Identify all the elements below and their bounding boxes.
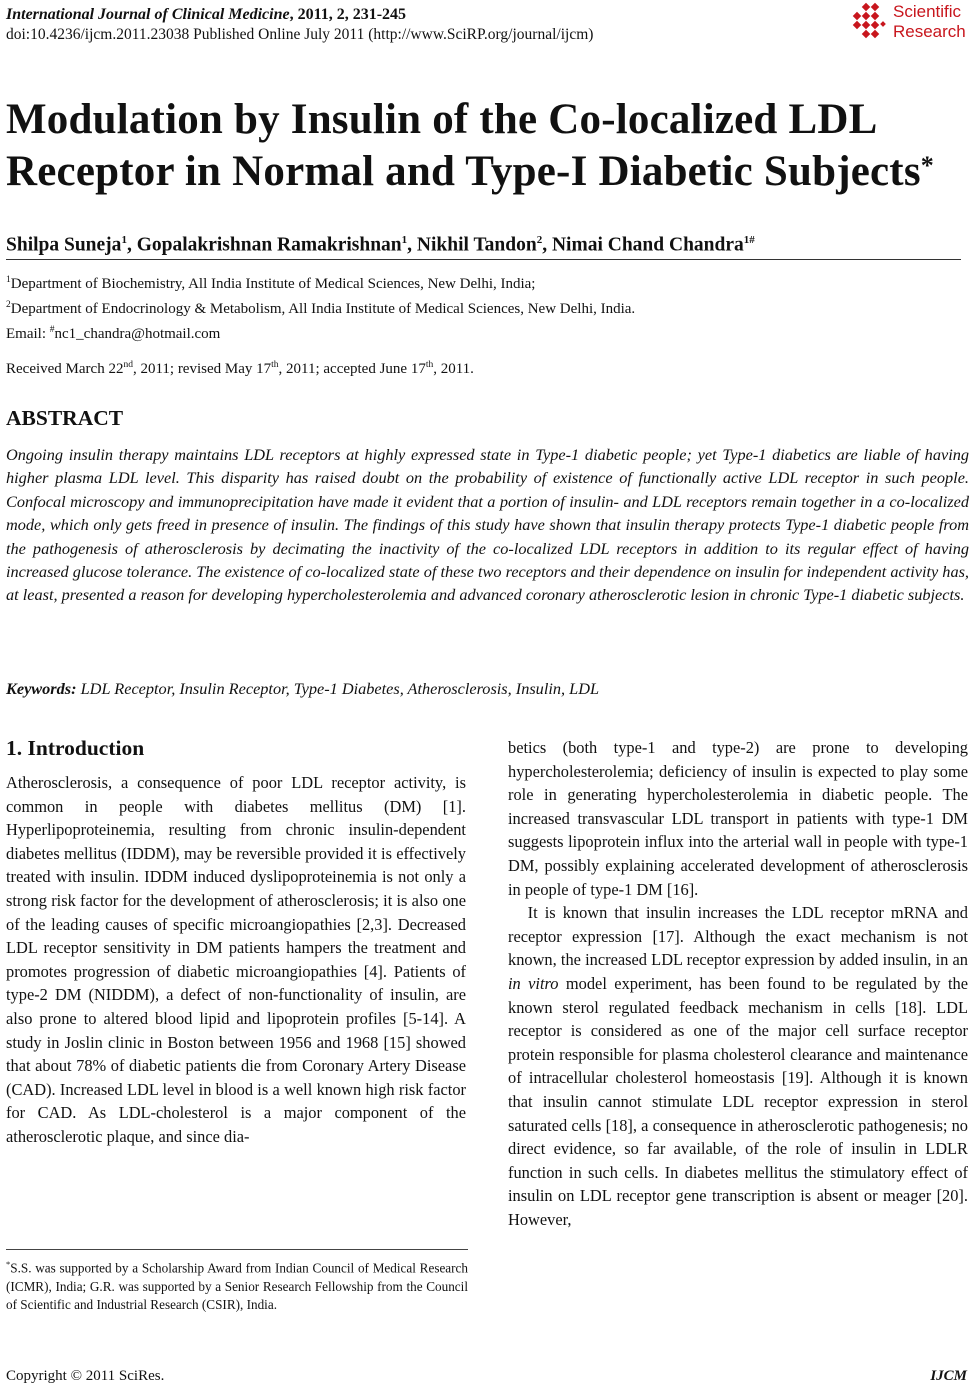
section-heading-introduction: 1. Introduction — [6, 736, 145, 760]
right-column — [508, 736, 968, 1231]
email-link[interactable]: nc1_chandra@hotmail.com — [54, 326, 221, 342]
funding-footnote: *S.S. was supported by a Scholarship Award from Indian Council of Medical Research (ICMR), India; G.R. was supported by a Senior Research Fellowship from the Council of Scientific and Industrial Research (CSIR), India. — [6, 1259, 468, 1312]
scirp-logo-icon — [849, 2, 891, 44]
logo-wordmark: Scientific Research — [893, 2, 966, 41]
abstract-heading: ABSTRACT — [6, 406, 124, 430]
copyright: Copyright © 2011 SciRes. — [6, 1368, 165, 1384]
paragraph: betics (both type-1 and type-2) are prone to developing hypercholesterolemia; deficiency of insulin is expected to play some role in generating hypercholesterolemia in diabetic people. The increased transvascular LDL transport in patients with type-1 DM suggests lipoprotein influx into the arterial wall in people with type-1 DM, possibly explaining accelerated development of atherosclerosis in people of type-1 DM [16]. — [508, 738, 968, 899]
author: Nimai Chand Chandra — [551, 234, 744, 256]
keywords-list: LDL Receptor, Insulin Receptor, Type-1 Diabetes, Atherosclerosis, Insulin, LDL — [80, 679, 600, 698]
doi-line: doi:10.4236/ijcm.2011.23038 Published Online July 2011 (http://www.SciRP.org/journal/ijcm) — [6, 26, 594, 43]
paragraph: It is known that insulin increases the LDL receptor mRNA and receptor expression [17]. Although the exact mechanism is not known, the increased LDL receptor expression by added insulin, in an in vitro model experiment, has been found to be regulated by the known sterol regulated feedback mechanism in cells [18]. LDL receptor is considered as one of the major cell surface receptor protein responsible for plasma cholesterol clearance and maintenance of intracellular cholesterol homeostasis [19]. Although it is known that insulin cannot stimulate LDL receptor expression in sterol saturated cells [18], a consequence in atherosclerotic pathogenesis; no direct evidence, so far available, of the role of insulin in LDLR function in such cells. In diabetes mellitus the stimulatory effect of insulin on LDL receptor gene transcription is absent or meager [20]. However, — [508, 903, 968, 1229]
author: Gopalakrishnan Ramakrishnan — [136, 234, 402, 256]
affiliation-2: $^2$Department of Endocrinology & Metabolism, All India Institute of Medical Sciences, New Delhi, India. — [6, 300, 636, 317]
received-dates: Received March 22nd, 2011; revised May 17th, 2011; accepted June 17th, 2011. — [6, 360, 474, 377]
journal-issue: , 2011, 2, 231-245 — [289, 6, 407, 23]
email-line: Email: #nc1_chandra@hotmail.com — [6, 325, 221, 342]
keywords: Keywords: LDL Receptor, Insulin Receptor, Type-1 Diabetes, Atherosclerosis, Insulin, LDL — [6, 679, 600, 698]
keywords-label: Keywords — [6, 679, 72, 698]
left-column — [6, 771, 466, 1149]
journal-name: International Journal of Clinical Medicine — [6, 6, 290, 23]
affiliation-1: $^1$Department of Biochemistry, All India Institute of Medical Sciences, New Delhi, India; — [6, 275, 536, 292]
publisher-logo — [849, 2, 969, 44]
affiliations — [6, 270, 635, 345]
author-list: Shilpa Suneja$^1$, Gopalakrishnan Ramakrishnan$^1$, Nikhil Tandon$^2$, Nimai Chand Chandra$^{1\#}$ — [6, 234, 755, 256]
footnote-divider — [6, 1249, 468, 1250]
author: Shilpa Suneja — [6, 234, 122, 256]
journal-abbreviation: IJCM — [930, 1368, 967, 1384]
abstract-body: Ongoing insulin therapy maintains LDL receptors at highly expressed state in Type-1 diabetic people; yet Type-1 diabetics are liable of having higher plasma LDL level. This disparity has raised doubt on the probability of existence of functionally active LDL receptor in such people. Confocal microscopy and immunoprecipitation have made it evident that a portion of insulin- and LDL receptors remain together in a co-localized mode, which only gets freed in presence of insulin. The findings of this study have shown that insulin therapy protects Type-1 diabetic people from the pathogenesis of atherosclerosis by decimating the inactivity of the co-localized LDL receptors in addition to its regular effect of having increased glucose tolerance. The existence of co-localized state of these two receptors and their dependence on insulin for independent activity has, at least, presented a reason for developing hypercholesterolemia and advanced coronary atherosclerotic lesion in chronic Type-1 diabetic subjects. — [6, 445, 969, 605]
author-divider — [6, 259, 961, 260]
journal-citation — [6, 4, 406, 25]
author: Nikhil Tandon — [416, 234, 537, 256]
paragraph: Atherosclerosis, a consequence of poor LDL receptor activity, is common in people with diabetes mellitus (DM) [1]. Hyperlipoproteinemia, resulting from chronic insulin-dependent diabetes mellitus (IDDM), may be reversible provided it is effectively treated with insulin. IDDM induced dyslipoproteinemia is not only a strong risk factor for the development of atherosclerosis; it is also one of the leading causes of specific microangiopathies [2,3]. Decreased LDL receptor sensitivity in DM patients hampers the treatment and promotes progression of diabetic microangiopathies [4]. Patients of type-2 DM (NIDDM), a defect of non-functionality of insulin, are also prone to altered blood lipid and lipoprotein profiles [5-14]. A study in Joslin clinic in Boston between 1956 and 1968 [15] showed that about 78% of diabetic patients die from Coronary Artery Disease (CAD). Increased LDL level in blood is a well known high risk factor for CAD. As LDL-cholesterol is a major component of the atherosclerotic plaque, and since dia- — [6, 773, 466, 1146]
paper-title: Modulation by Insulin of the Co-localized LDL Receptor in Normal and Type-I Diabetic Subjects* — [6, 96, 934, 195]
title-footnote-mark: * — [920, 151, 934, 180]
